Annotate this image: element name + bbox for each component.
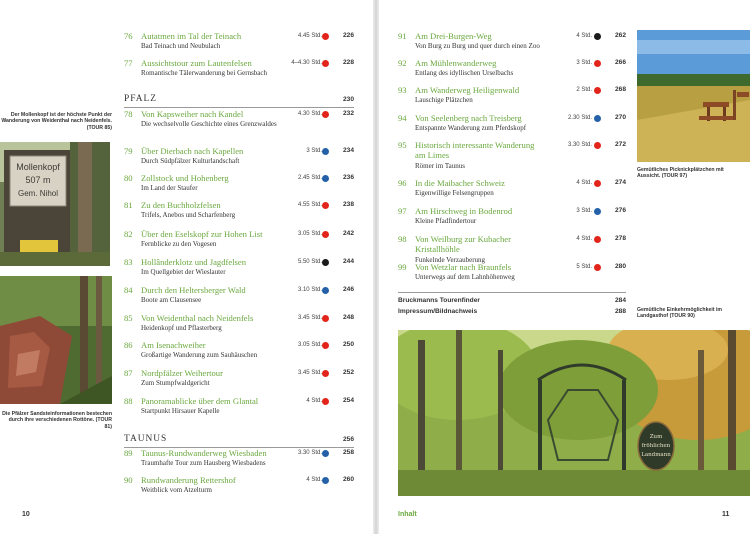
entry-page: 236	[342, 174, 354, 181]
entry-number: 82	[124, 229, 133, 239]
difficulty-dot	[322, 450, 329, 457]
entry-duration: 2.30 Std.	[567, 115, 592, 121]
entry-subtitle: Im Quellgebiet der Wieslauter	[141, 268, 226, 276]
caption-sandstone: Die Pfälzer Sandsteinformationen bestechen durch ihre verschiedenen Rottöne. (TOUR 81)	[2, 411, 112, 430]
forest-inn-photo	[398, 330, 750, 496]
caption-inn: Gemütliche Einkehrmöglichkeit im Landgasthof (TOUR 90)	[637, 307, 723, 320]
entry-title: Zollstock und Hohenberg	[141, 173, 229, 183]
entry-number: 80	[124, 173, 133, 183]
entry-subtitle: Römer im Taunus	[415, 162, 465, 170]
entry-title: Am Hirschweg in Bodenrod	[415, 206, 513, 216]
book-gutter	[373, 0, 379, 534]
difficulty-dot	[322, 111, 329, 118]
entry-subtitle: Von Burg zu Burg und quer durch einen Zoo	[415, 42, 540, 50]
entry-subtitle: Die wechselvolle Geschichte eines Grenzwaldes	[141, 120, 277, 128]
entry-number: 94	[398, 113, 407, 123]
entry-page: 242	[342, 230, 354, 237]
picnic-photo	[637, 30, 750, 162]
toc-entry	[124, 475, 364, 499]
entry-duration: 4 Std.	[576, 236, 592, 242]
entry-page: 266	[614, 59, 626, 66]
sign-line-1: Mollenkopf	[16, 162, 60, 172]
toc-entry	[398, 206, 638, 230]
difficulty-dot	[594, 208, 601, 215]
entry-title: Taunus-Rundwanderweg Wiesbaden	[141, 448, 267, 458]
footer-inhalt: Inhalt	[398, 511, 417, 518]
misc-tourenfinder: Bruckmanns Tourenfinder	[398, 297, 480, 304]
entry-title: Hollânderklotz und Jagdfelsen	[141, 257, 247, 267]
entry-number: 76	[124, 31, 133, 41]
entry-page: 248	[342, 314, 354, 321]
entry-number: 86	[124, 340, 133, 350]
section-pfalz-rule	[124, 107, 354, 108]
toc-entry	[398, 113, 638, 137]
entry-subtitle: Eigenwillige Felsengruppen	[415, 189, 494, 197]
entry-page: 268	[614, 86, 626, 93]
entry-title: Am Drei-Burgen-Weg	[415, 31, 492, 41]
difficulty-dot	[322, 370, 329, 377]
difficulty-dot	[594, 180, 601, 187]
entry-page: 272	[614, 141, 626, 148]
entry-subtitle: Entspannte Wanderung zum Pferdskopf	[415, 124, 527, 132]
entry-number: 79	[124, 146, 133, 156]
entry-page: 232	[342, 110, 354, 117]
entry-page: 244	[342, 258, 354, 265]
difficulty-dot	[322, 148, 329, 155]
entry-number: 95	[398, 140, 407, 150]
toc-entry	[124, 396, 364, 420]
entry-title: Von Seelenberg nach Treisberg	[415, 113, 522, 123]
toc-entry	[398, 31, 638, 55]
entry-number: 84	[124, 285, 133, 295]
entry-title: Über Dierbach nach Kapellen	[141, 146, 244, 156]
entry-title: Über den Eselskopf zur Hohen List	[141, 229, 263, 239]
entry-number: 88	[124, 396, 133, 406]
misc-impressum: Impressum/Bildnachweis	[398, 308, 478, 315]
entry-title: Zu den Buchholzfelsen	[141, 200, 221, 210]
mollenkopf-photo	[0, 142, 110, 266]
entry-title: Panoramablicke über dem Glantal	[141, 396, 259, 406]
toc-entry	[124, 257, 364, 281]
entry-subtitle: Lauschige Plätzchen	[415, 96, 473, 104]
entry-page: 228	[342, 59, 354, 66]
entry-page: 238	[342, 201, 354, 208]
entry-title: Von Weilburg zur Kubacher Kristallhöhle	[415, 234, 511, 254]
entry-subtitle: Durch Südpfälzer Kulturlandschaft	[141, 157, 240, 165]
entry-number: 78	[124, 109, 133, 119]
toc-entry	[124, 31, 364, 55]
toc-entry	[398, 58, 638, 82]
difficulty-dot	[322, 315, 329, 322]
section-taunus-rule	[124, 447, 354, 448]
entry-duration: 4 Std.	[576, 180, 592, 186]
entry-page: 262	[614, 32, 626, 39]
entry-subtitle: Fernblicke zu den Vogesen	[141, 240, 217, 248]
misc-impressum-page: 288	[614, 308, 626, 315]
sign-line-2: 507 m	[25, 175, 51, 185]
entry-duration: 4–4.30 Std.	[291, 60, 322, 66]
entry-subtitle: Zum Stumpfwaldgericht	[141, 379, 210, 387]
entry-page: 274	[614, 179, 626, 186]
entry-title: Durch den Heltersberger Wald	[141, 285, 246, 295]
toc-entry	[124, 448, 364, 472]
difficulty-dot	[322, 342, 329, 349]
entry-title: Nordpfälzer Weihertour	[141, 368, 223, 378]
difficulty-dot	[322, 60, 329, 67]
entry-title: Am Isenachweiher	[141, 340, 206, 350]
difficulty-dot	[594, 264, 601, 271]
misc-rule	[398, 292, 626, 293]
entry-subtitle: Weitblick vom Atzelturm	[141, 486, 212, 494]
entry-duration: 3.10 Std.	[297, 287, 322, 293]
entry-number: 93	[398, 85, 407, 95]
toc-entry	[124, 368, 364, 392]
entry-subtitle: Boote am Clausensee	[141, 296, 202, 304]
toc-entry	[124, 285, 364, 309]
difficulty-dot	[322, 259, 329, 266]
entry-duration: 4 Std.	[576, 33, 592, 39]
entry-page: 254	[342, 397, 354, 404]
entry-number: 99	[398, 262, 407, 272]
entry-subtitle: Heidenkopf und Pflasterberg	[141, 324, 222, 332]
difficulty-dot	[322, 398, 329, 405]
entry-subtitle: Startpunkt Hirsauer Kapelle	[141, 407, 220, 415]
difficulty-dot	[322, 231, 329, 238]
toc-entry	[398, 178, 638, 202]
difficulty-dot	[594, 236, 601, 243]
entry-subtitle: Unterwegs auf dem Lahnhöhenweg	[415, 273, 515, 281]
entry-subtitle: Kleine Pfadfindertour	[415, 217, 477, 225]
entry-page: 258	[342, 449, 354, 456]
entry-title: Von Weidenthal nach Neidenfels	[141, 313, 254, 323]
toc-entry	[398, 140, 638, 170]
sign-line-3: Gem. Nihol	[17, 189, 59, 198]
page-number-right: 11	[722, 511, 730, 518]
entry-duration: 3 Std.	[576, 208, 592, 214]
entry-subtitle: Entlang des idyllischen Urselbachs	[415, 69, 514, 77]
entry-duration: 3 Std.	[306, 148, 322, 154]
entry-duration: 4.30 Std.	[297, 111, 322, 117]
entry-duration: 3.05 Std.	[297, 231, 322, 237]
entry-page: 252	[342, 369, 354, 376]
entry-title: Autatmen im Tal der Teinach	[141, 31, 242, 41]
section-pfalz-page: 230	[342, 96, 354, 103]
difficulty-dot	[322, 175, 329, 182]
caption-mollenkopf: Der Mollenkopf ist der höchste Punkt der Wanderung von Weidenthal nach Neidenfels. (TOUR 85)	[1, 112, 112, 131]
difficulty-dot	[322, 287, 329, 294]
entry-subtitle: Romantische Tälerwanderung bei Gernsbach	[141, 69, 268, 77]
entry-duration: 3 Std.	[576, 60, 592, 66]
entry-number: 98	[398, 234, 407, 244]
difficulty-dot	[594, 87, 601, 94]
difficulty-dot	[594, 33, 601, 40]
entry-title: Von Wetzlar nach Braunfels	[415, 262, 512, 272]
entry-page: 250	[342, 341, 354, 348]
caption-picnic: Gemütliches Picknickplätzchen mit Aussicht. (TOUR 97)	[637, 167, 724, 180]
entry-duration: 3.05 Std.	[297, 342, 322, 348]
entry-subtitle: Funkelnde Verzauberung	[415, 256, 486, 264]
entry-duration: 3.45 Std.	[297, 315, 322, 321]
entry-title: Historisch interessante Wanderung am Limes	[415, 140, 535, 160]
entry-page: 270	[614, 114, 626, 121]
entry-page: 280	[614, 263, 626, 270]
entry-number: 92	[398, 58, 407, 68]
entry-number: 90	[124, 475, 133, 485]
entry-title: Am Mühlenwanderweg	[415, 58, 497, 68]
entry-subtitle: Trifels, Anebos und Scharfenberg	[141, 211, 236, 219]
entry-subtitle: Bad Teinach und Neubulach	[141, 42, 221, 50]
section-taunus: TAUNUS	[124, 434, 168, 444]
entry-title: In die Maibacher Schweiz	[415, 178, 505, 188]
entry-duration: 3.45 Std.	[297, 370, 322, 376]
toc-entry	[124, 173, 364, 197]
misc-tourenfinder-page: 284	[614, 297, 626, 304]
entry-title: Aussichtstour zum Lautenfelsen	[141, 58, 252, 68]
toc-entry	[124, 200, 364, 224]
entry-number: 96	[398, 178, 407, 188]
entry-page: 278	[614, 235, 626, 242]
difficulty-dot	[322, 477, 329, 484]
entry-number: 87	[124, 368, 133, 378]
entry-duration: 2 Std.	[576, 87, 592, 93]
toc-entry	[124, 109, 364, 133]
inn-sign-line-1: Zum	[649, 434, 663, 440]
entry-duration: 5.50 Std.	[297, 259, 322, 265]
section-taunus-page: 256	[342, 436, 354, 443]
entry-number: 89	[124, 448, 133, 458]
difficulty-dot	[594, 142, 601, 149]
entry-page: 260	[342, 476, 354, 483]
entry-duration: 4.55 Std.	[297, 202, 322, 208]
entry-title: Von Kapsweiher nach Kandel	[141, 109, 244, 119]
inn-sign-line-2: fröhlichen	[641, 443, 671, 449]
toc-entry	[124, 229, 364, 253]
entry-title: Rundwanderung Rettershof	[141, 475, 236, 485]
entry-page: 234	[342, 147, 354, 154]
entry-subtitle: Im Land der Staufer	[141, 184, 198, 192]
toc-entry	[398, 234, 638, 264]
page-number-left: 10	[22, 511, 30, 518]
entry-page: 226	[342, 32, 354, 39]
sandstone-photo	[0, 276, 112, 404]
entry-subtitle: Traumhafte Tour zum Hausberg Wiesbadens	[141, 459, 266, 467]
entry-number: 91	[398, 31, 407, 41]
entry-duration: 4 Std.	[306, 398, 322, 404]
inn-sign-line-3: Landmann	[641, 452, 671, 458]
toc-entry	[124, 313, 364, 337]
entry-duration: 3.30 Std.	[297, 450, 322, 456]
entry-number: 77	[124, 58, 133, 68]
entry-title: Am Wanderweg Heiligenwald	[415, 85, 520, 95]
difficulty-dot	[594, 115, 601, 122]
entry-duration: 2.45 Std.	[297, 175, 322, 181]
difficulty-dot	[594, 60, 601, 67]
difficulty-dot	[322, 33, 329, 40]
toc-entry	[124, 340, 364, 364]
entry-number: 81	[124, 200, 133, 210]
toc-entry	[398, 85, 638, 109]
toc-entry	[398, 262, 638, 286]
difficulty-dot	[322, 202, 329, 209]
entry-duration: 3.30 Std.	[567, 142, 592, 148]
entry-number: 83	[124, 257, 133, 267]
entry-duration: 5 Std.	[576, 264, 592, 270]
entry-number: 97	[398, 206, 407, 216]
entry-number: 85	[124, 313, 133, 323]
toc-entry	[124, 146, 364, 170]
section-pfalz: PFALZ	[124, 94, 157, 104]
entry-duration: 4.45 Std.	[297, 33, 322, 39]
entry-page: 246	[342, 286, 354, 293]
entry-duration: 4 Std.	[306, 477, 322, 483]
entry-subtitle: Großartige Wanderung zum Sauhäuschen	[141, 351, 258, 359]
entry-page: 276	[614, 207, 626, 214]
toc-entry	[124, 58, 364, 82]
